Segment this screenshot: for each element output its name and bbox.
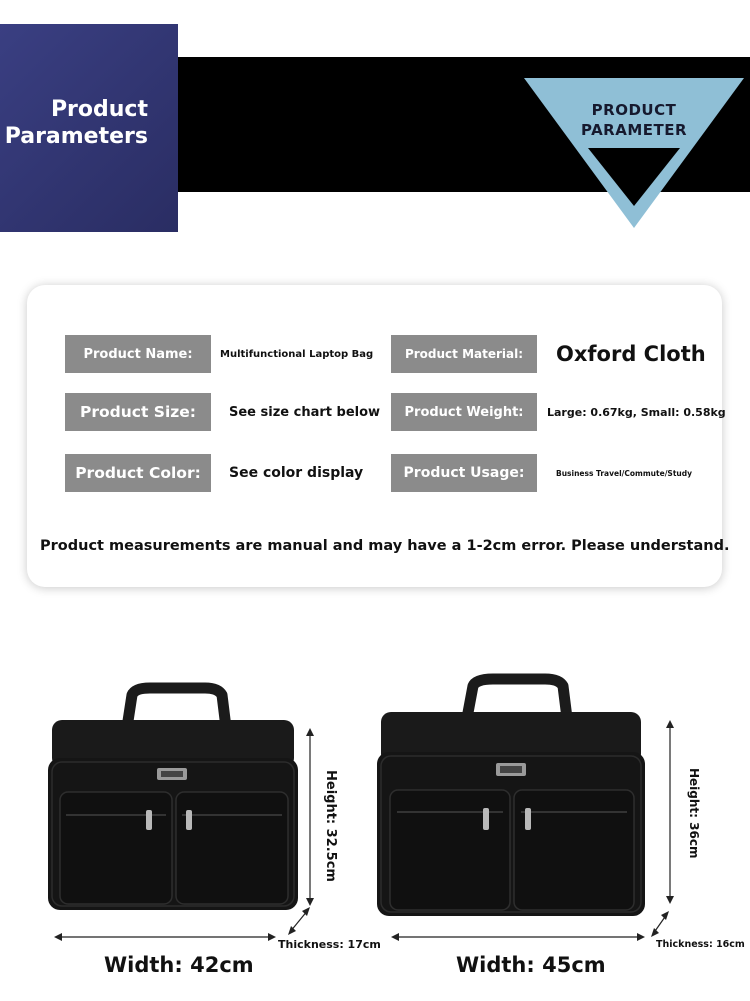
product-color-value: See color display: [229, 465, 364, 481]
product-large: [375, 670, 750, 1001]
parameter-card: [27, 285, 730, 587]
badge-line1: PRODUCT: [591, 101, 677, 119]
product-name-label: Product Name:: [65, 335, 211, 373]
small-width-label: Width: 42cm: [104, 953, 254, 977]
product-name-value: Multifunctional Laptop Bag: [220, 348, 374, 360]
header-title-block: [0, 24, 178, 232]
product-weight-value: Large: 0.67kg, Small: 0.58kg: [547, 405, 726, 419]
product-material-value: Oxford Cloth: [556, 342, 706, 366]
product-weight-label: Product Weight:: [391, 393, 537, 431]
small-height-label: Height: 32.5cm: [323, 770, 338, 882]
laptop-bag-small-image: [0, 670, 375, 960]
badge-label: [524, 100, 744, 140]
product-material-label: Product Material:: [391, 335, 537, 373]
product-usage-label: Product Usage:: [391, 454, 537, 492]
product-parameter-badge: [524, 78, 744, 228]
small-thickness-label: Thickness: 17cm: [278, 938, 381, 951]
product-usage-value: Business Travel/Commute/Study: [556, 468, 693, 478]
page-title: [5, 96, 148, 150]
measurement-note: Product measurements are manual and may have a 1-2cm error. Please understand.: [40, 538, 730, 554]
product-size-value: See size chart below: [229, 404, 381, 420]
page-title-line2: Parameters: [4, 124, 148, 149]
product-size-label: Product Size:: [65, 393, 211, 431]
large-width-label: Width: 45cm: [456, 953, 606, 977]
page-title-line1: Product: [50, 97, 148, 122]
large-thickness-label: Thickness: 16cm: [656, 939, 745, 950]
product-color-label: Product Color:: [65, 454, 211, 492]
product-small: [0, 670, 381, 1001]
large-height-label: Height: 36cm: [687, 768, 701, 859]
badge-line2: PARAMETER: [580, 121, 688, 139]
